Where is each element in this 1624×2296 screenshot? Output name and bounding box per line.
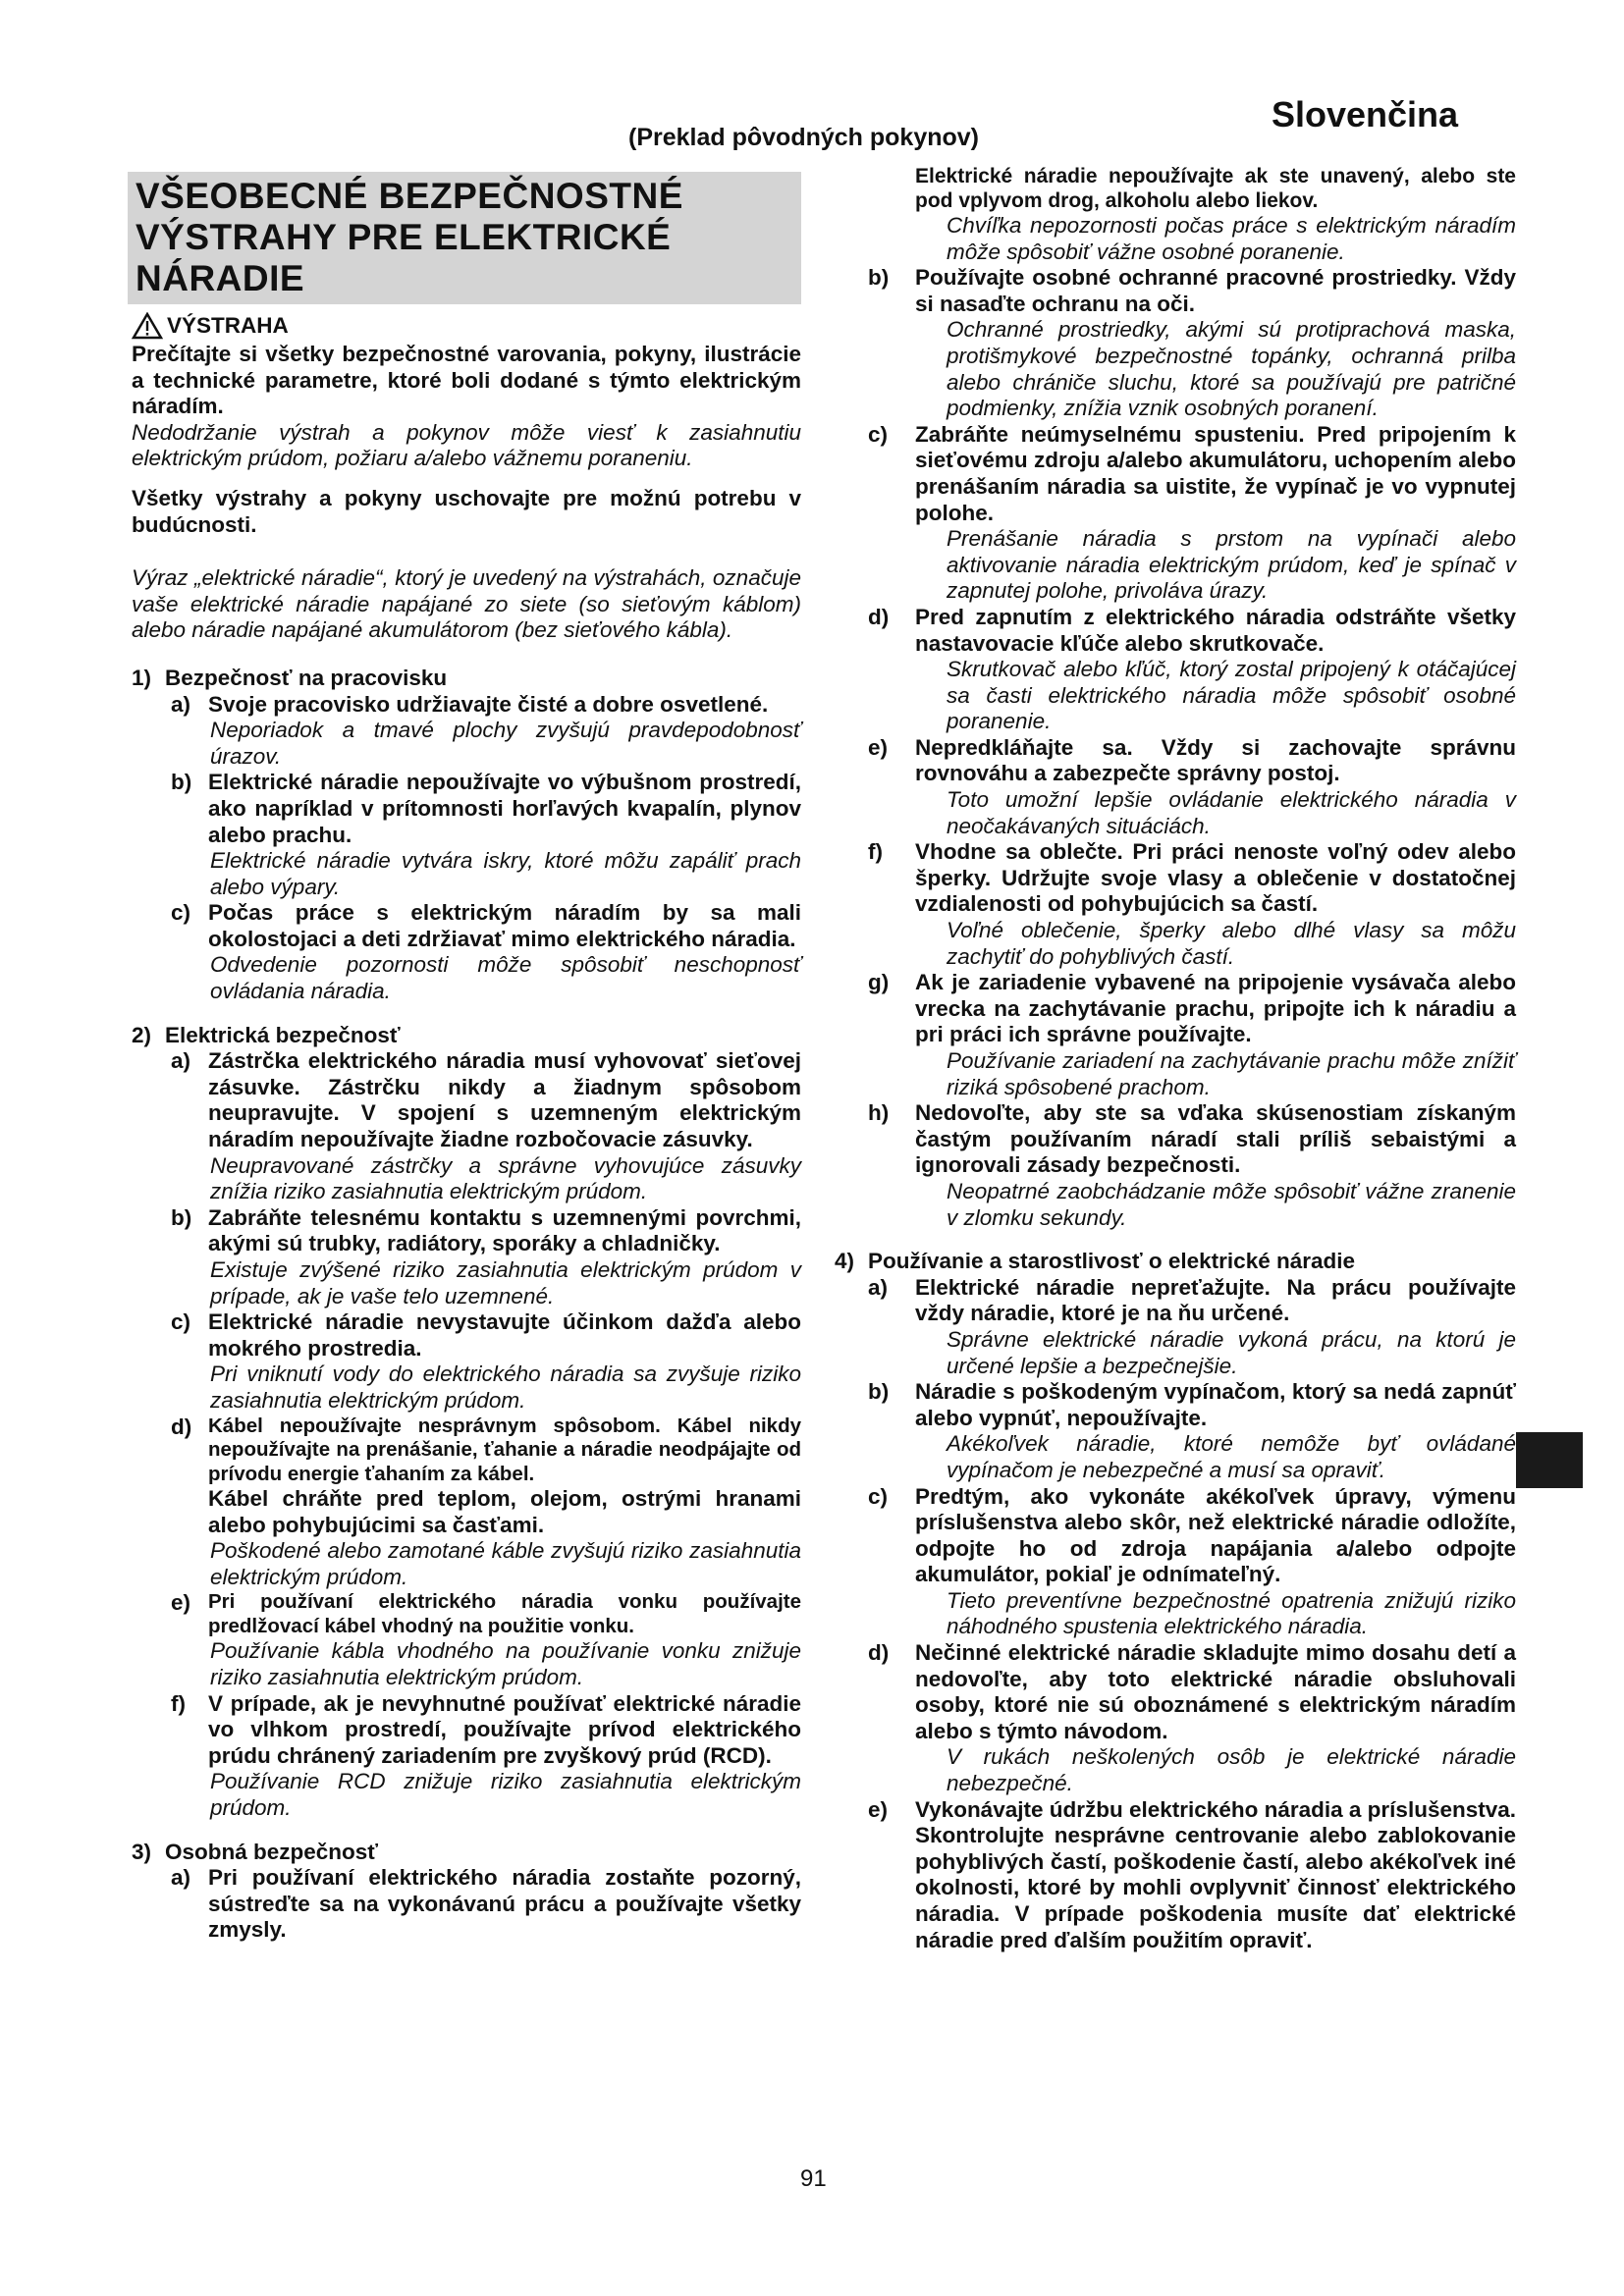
- item-note: Pri vniknutí vody do elektrického náradia sa zvyšuje riziko zasiahnutia elektrickým prúdom.: [210, 1362, 801, 1413]
- list-item: f) Vhodne sa oblečte. Pri práci nenoste voľný odev alebo šperky. Udržujte svoje vlasy a oblečenie v dostatočnej vzdialenosti od pohybujúcich sa častí.: [868, 839, 1516, 917]
- page-title: VŠEOBECNÉ BEZPEČNOSTNÉ VÝSTRAHY PRE ELEKTRICKÉ NÁRADIE: [135, 176, 683, 298]
- list-item: e) Nepredkláňajte sa. Vždy si zachovajte správnu rovnováhu a zabezpečte správny postoj.: [868, 734, 1516, 786]
- warning-bold-text: Prečítajte si všetky bezpečnostné varovania, pokyny, ilustrácie a technické parametre, ktoré boli dodané s týmto elektrickým náradím.: [132, 342, 801, 419]
- list-item: a) Elektrické náradie nepreťažujte. Na prácu používajte vždy náradie, ktoré je na ňu určené.: [868, 1274, 1516, 1326]
- list-item: d) Kábel nepoužívajte nesprávnym spôsobom. Kábel nikdy nepoužívajte na prenášanie, ťahanie a náradie neodpájajte od prívodu energie ťahaním za kábel. Kábel chráňte pred teplom, olejom, ostrými hranami alebo pohybujúcimi sa časťami.: [171, 1414, 801, 1537]
- item-note: Chvíľka nepozornosti počas práce s elektrickým náradím môže spôsobiť vážne osobné poranenie.: [947, 213, 1516, 264]
- warning-label: VÝSTRAHA: [167, 312, 289, 338]
- header-subtitle: (Preklad pôvodných pokynov): [628, 124, 980, 151]
- list-item: c) Zabráňte neúmyselnému spusteniu. Pred pripojením k sieťovému zdroju a/alebo akumulátoru, uchopením alebo prenášaním náradia sa uistite, že vypínač je vo vypnutej polohe.: [868, 421, 1516, 525]
- item-note: Skrutkovač alebo kľúč, ktorý zostal pripojený k otáčajúcej sa časti elektrického náradia môže spôsobiť osobné poranenie.: [947, 657, 1516, 734]
- warning-keep-text: Všetky výstrahy a pokyny uschovajte pre možnú potrebu v budúcnosti.: [132, 485, 801, 537]
- item-note: Neopatrné zaobchádzanie môže spôsobiť vážne zranenie v zlomku sekundy.: [947, 1178, 1516, 1230]
- item-note: Voľné oblečenie, šperky alebo dlhé vlasy sa môžu zachytiť do pohyblivých častí.: [947, 918, 1516, 969]
- item-note: Akékoľvek náradie, ktoré nemôže byť ovládané vypínačom je nebezpečné a musí sa opraviť.: [947, 1431, 1516, 1482]
- page-number: 91: [800, 2165, 827, 2192]
- section-tab-marker: [1516, 1432, 1583, 1488]
- right-column: [835, 165, 1516, 1953]
- list-item: a) Zástrčka elektrického náradia musí vyhovovať sieťovej zásuvke. Zástrčku nikdy a žiadnym spôsobom neupravujte. V spojení s uzemneným elektrickým náradím nepoužívajte žiadne rozbočovacie zásuvky.: [171, 1048, 801, 1152]
- item-note: Tieto preventívne bezpečnostné opatrenia znižujú riziko náhodného spustenia elektrického náradia.: [947, 1587, 1516, 1639]
- list-item: f) V prípade, ak je nevyhnutné používať elektrické náradie vo vlhkom prostredí, používajte prívod elektrického prúdu chránený zariadením pre zvyškový prúd (RCD).: [171, 1690, 801, 1768]
- list-item: d) Pred zapnutím z elektrického náradia odstráňte všetky nastavovacie kľúče alebo skrutkovače.: [868, 604, 1516, 656]
- list-item: c) Počas práce s elektrickým náradím by sa mali okolostojaci a deti zdržiavať mimo elektrického náradia.: [171, 900, 801, 951]
- list-item: h) Nedovoľte, aby ste sa vďaka skúsenostiam získaným častým používaním náradí stali príliš sebaistými a ignorovali zásady bezpečnosti.: [868, 1100, 1516, 1178]
- section-2: [132, 1023, 801, 1822]
- item-note: V rukách neškolených osôb je elektrické náradie nebezpečné.: [947, 1744, 1516, 1796]
- list-item: g) Ak je zariadenie vybavené na pripojenie vysávača alebo vrecka na zachytávanie prachu, pripojte ich k náradiu a pri práci ich správne používajte.: [868, 970, 1516, 1047]
- list-item: e) Pri používaní elektrického náradia vonku používajte predlžovací kábel vhodný na použitie vonku.: [171, 1590, 801, 1637]
- section-2-title: 2) Elektrická bezpečnosť: [132, 1022, 401, 1047]
- item-note: Odvedenie pozornosti môže spôsobiť neschopnosť ovládania náradia.: [210, 952, 801, 1004]
- item-note: Neporiadok a tmavé plochy zvyšujú pravdepodobnosť úrazov.: [210, 718, 801, 769]
- item-note: Používanie zariadení na zachytávanie prachu môže znížiť riziká spôsobené prachom.: [947, 1048, 1516, 1099]
- item-note: Používanie kábla vhodného na používanie vonku znižuje riziko zasiahnutia elektrickým prúdom.: [210, 1638, 801, 1690]
- list-item: a) Svoje pracovisko udržiavajte čisté a dobre osvetlené.: [171, 691, 769, 717]
- section-3: [132, 1840, 801, 1944]
- item-note: Používanie RCD znižuje riziko zasiahnutia elektrickým prúdom.: [210, 1769, 801, 1820]
- item-note: Poškodené alebo zamotané káble zvyšujú riziko zasiahnutia elektrickým prúdom.: [210, 1538, 801, 1589]
- list-item: c) Elektrické náradie nevystavujte účinkom dažďa alebo mokrého prostredia.: [171, 1309, 801, 1361]
- list-item: e) Vykonávajte údržbu elektrického náradia a príslušenstva. Skontrolujte nesprávne centrovanie alebo zablokovanie pohyblivých častí, poškodenie častí, alebo akékoľvek iné okolnosti, ktoré by mohli ovplyvniť činnosť elektrického náradia. V prípade poškodenia musíte dať elektrické náradie pred ďalším použitím opraviť.: [868, 1796, 1516, 1952]
- list-item: b) Náradie s poškodeným vypínačom, ktorý sa nedá zapnúť alebo vypnúť, nepoužívajte.: [868, 1379, 1516, 1430]
- item-note: Toto umožní lepšie ovládanie elektrického náradia v neočakávaných situáciách.: [947, 787, 1516, 838]
- item-continued-text: Elektrické náradie nepoužívajte ak ste unavený, alebo ste pod vplyvom drog, alkoholu alebo liekov.: [915, 165, 1516, 212]
- list-item: b) Elektrické náradie nepoužívajte vo výbušnom prostredí, ako napríklad v prítomnosti horľavých kvapalín, plynov alebo prachu.: [171, 770, 801, 847]
- item-note: Správne elektrické náradie vykoná prácu, na ktorú je určené lepšie a bezpečnejšie.: [947, 1326, 1516, 1378]
- title-box: [128, 172, 801, 304]
- warning-triangle-icon: [132, 312, 163, 340]
- warning-heading: [132, 312, 801, 340]
- warning-italic-text: Nedodržanie výstrah a pokynov môže viesť k zasiahnutiu elektrickým prúdom, požiaru a/alebo vážnemu poraneniu.: [132, 419, 801, 471]
- list-item: d) Nečinné elektrické náradie skladujte mimo dosahu detí a nedovoľte, aby toto elektrické náradie obsluhovali osoby, ktoré nie sú oboznámené s elektrickým náradím alebo s týmto návodom.: [868, 1640, 1516, 1743]
- left-column: [132, 312, 801, 1944]
- item-note: Ochranné prostriedky, akými sú protiprachová maska, protišmykové bezpečnostné topánky, ochranná prilba alebo chrániče sluchu, ktoré sa používajú pre patričné podmienky, znížia vznik osobných poranení.: [947, 317, 1516, 421]
- section-3-title: 3) Osobná bezpečnosť: [132, 1839, 379, 1864]
- list-item: b) Používajte osobné ochranné pracovné prostriedky. Vždy si nasaďte ochranu na oči.: [868, 265, 1516, 316]
- section-4-title: 4) Používanie a starostlivosť o elektrické náradie: [835, 1249, 1356, 1274]
- item-note: Neupravované zástrčky a správne vyhovujúce zásuvky znížia riziko zasiahnutia elektrickým prúdom.: [210, 1152, 801, 1204]
- header-language: Slovenčina: [1272, 94, 1459, 134]
- section-1-title: 1) Bezpečnosť na pracovisku: [132, 665, 448, 690]
- item-note: Elektrické náradie vytvára iskry, ktoré môžu zapáliť prach alebo výpary.: [210, 848, 801, 899]
- warning-definition: Výraz „elektrické náradie“, ktorý je uvedený na výstrahách, označuje vaše elektrické náradie napájané zo siete (so sieťovým káblom) alebo náradie napájané akumulátorom (bez sieťového kábla).: [132, 565, 801, 643]
- item-note: Prenášanie náradia s prstom na vypínači alebo aktivovanie náradia elektrickým prúdom, keď je spínač v zapnutej polohe, privoláva úrazy.: [947, 526, 1516, 604]
- list-item: b) Zabráňte telesnému kontaktu s uzemnenými povrchmi, akými sú trubky, radiátory, sporáky a chladničky.: [171, 1204, 801, 1256]
- list-item: c) Predtým, ako vykonáte akékoľvek úpravy, výmenu príslušenstva alebo skôr, než elektrické náradie odložíte, odpojte ho od zdroja napájania a/alebo odpojte akumulátor, pokiaľ je odnímateľný.: [868, 1483, 1516, 1587]
- section-4: [835, 1249, 1516, 1953]
- item-note: Existuje zvýšené riziko zasiahnutia elektrickým prúdom v prípade, ak je vaše telo uzemnené.: [210, 1257, 801, 1308]
- list-item: a) Pri používaní elektrického náradia zostaňte pozorný, sústreďte sa na vykonávanú prácu a používajte všetky zmysly.: [171, 1865, 801, 1943]
- section-1: [132, 666, 801, 1005]
